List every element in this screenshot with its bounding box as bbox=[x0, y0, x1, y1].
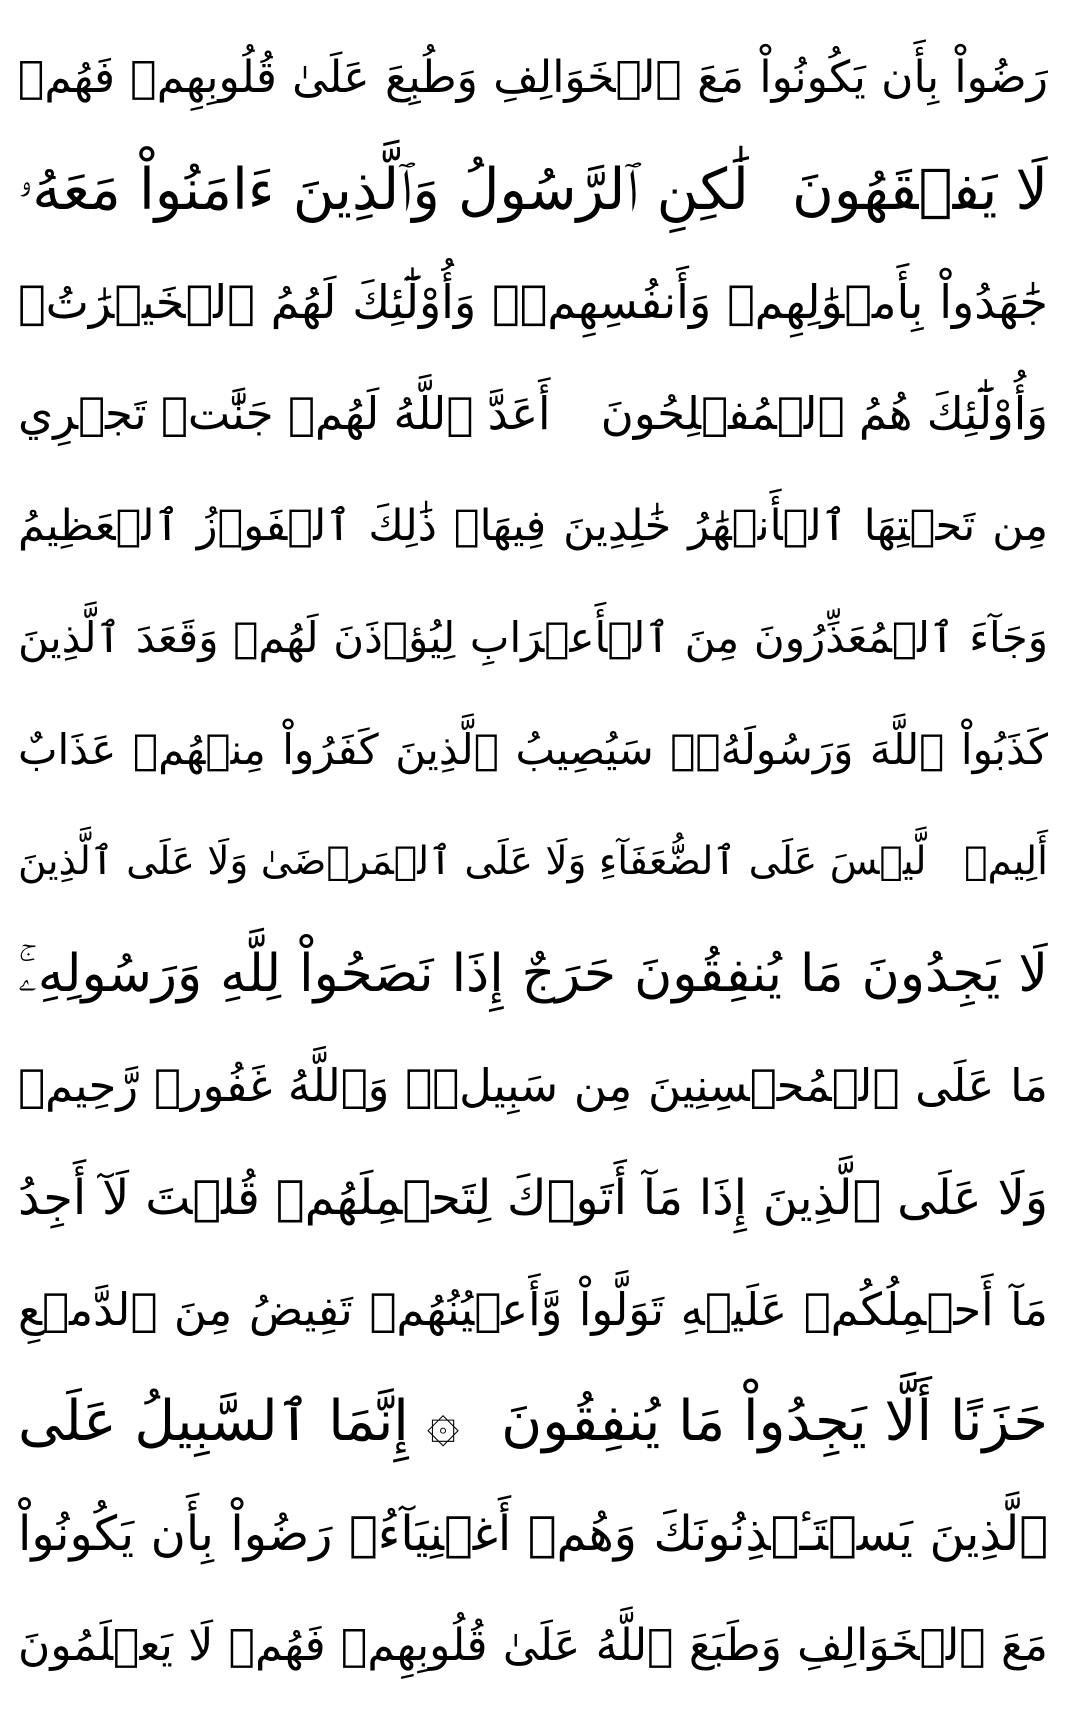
text-line-4 bbox=[18, 350, 1048, 462]
text-line-2 bbox=[18, 126, 1048, 238]
line-8-segment-1: أَلِيمٞ bbox=[964, 839, 1048, 884]
line-7-text: كَذَبُواْ ٱللَّهَ وَرَسُولَهُۥۚ سَيُصِيبُ ٱلَّذِينَ كَفَرُواْ مِنۡهُمۡ عَذَابٌ bbox=[18, 725, 1048, 774]
line-13-segment-1: حَزَنًا أَلَّا يَجِدُواْ مَا يُنفِقُونَ bbox=[501, 1389, 1048, 1454]
line-9-text: لَا يَجِدُونَ مَا يُنفِقُونَ حَرَجٌ إِذَا نَصَحُواْ لِلَّهِ وَرَسُولِهِۦۚ bbox=[18, 944, 1048, 1004]
line-10-text: مَا عَلَى ٱلۡمُحۡسِنِينَ مِن سَبِيلٖۚ وَٱللَّهُ غَفُورٞ رَّحِيمٞ bbox=[18, 1059, 1048, 1112]
line-13-segment-2: ۞ إِنَّمَا ٱلسَّبِيلُ عَلَى bbox=[18, 1389, 460, 1454]
text-line-15 bbox=[18, 1582, 1048, 1694]
text-line-12 bbox=[18, 1246, 1048, 1358]
line-4-segment-2: أَعَدَّ ٱللَّهُ لَهُمۡ جَنَّٰتٖ تَجۡرِي bbox=[18, 387, 551, 440]
text-line-14 bbox=[18, 1470, 1048, 1582]
text-line-10 bbox=[18, 1022, 1048, 1134]
line-3-text: جَٰهَدُواْ بِأَمۡوَٰلِهِمۡ وَأَنفُسِهِمۡۚ وَأُوْلَٰٓئِكَ لَهُمُ ٱلۡخَيۡرَٰتُۖ bbox=[18, 275, 1048, 329]
line-2-segment-1: لَا يَفۡقَهُونَ bbox=[792, 157, 1048, 223]
text-line-8 bbox=[18, 798, 1048, 910]
text-line-13 bbox=[18, 1358, 1048, 1470]
text-line-3 bbox=[18, 238, 1048, 350]
text-line-5 bbox=[18, 462, 1048, 574]
line-1-text: رَضُواْ بِأَن يَكُونُواْ مَعَ ٱلۡخَوَالِفِ وَطُبِعَ عَلَىٰ قُلُوبِهِمۡ فَهُمۡ bbox=[18, 52, 1048, 103]
line-12-text: مَآ أَحۡمِلُكُمۡ عَلَيۡهِ تَوَلَّواْ وَّأَعۡيُنُهُمۡ تَفِيضُ مِنَ ٱلدَّمۡعِ bbox=[18, 1283, 1048, 1336]
text-line-11 bbox=[18, 1134, 1048, 1246]
line-15-text: مَعَ ٱلۡخَوَالِفِ وَطَبَعَ ٱللَّهُ عَلَىٰ قُلُوبِهِمۡ فَهُمۡ لَا يَعۡلَمُونَ bbox=[18, 1620, 1048, 1671]
line-5-text: مِن تَحۡتِهَا ٱلۡأَنۡهَٰرُ خَٰلِدِينَ فِيهَاۚ ذَٰلِكَ ٱلۡفَوۡزُ ٱلۡعَظِيمُ bbox=[18, 501, 1048, 551]
line-6-text: وَجَآءَ ٱلۡمُعَذِّرُونَ مِنَ ٱلۡأَعۡرَابِ لِيُؤۡذَنَ لَهُمۡ وَقَعَدَ ٱلَّذِينَ bbox=[18, 613, 1048, 662]
line-2-segment-2: لَٰكِنِ ٱلرَّسُولُ وَٱلَّذِينَ ءَامَنُواْ مَعَهُۥ bbox=[18, 157, 749, 223]
text-line-1 bbox=[18, 14, 1048, 126]
text-line-7 bbox=[18, 686, 1048, 798]
line-14-text: ٱلَّذِينَ يَسۡتَـٔۡذِنُونَكَ وَهُمۡ أَغۡنِيَآءُۚ رَضُواْ بِأَن يَكُونُواْ bbox=[18, 1506, 1048, 1562]
line-8-segment-2: لَّيۡسَ عَلَى ٱلضُّعَفَآءِ وَلَا عَلَى ٱلۡمَرۡضَىٰ وَلَا عَلَى ٱلَّذِينَ bbox=[18, 839, 927, 884]
text-line-9 bbox=[18, 910, 1048, 1022]
line-11-text: وَلَا عَلَى ٱلَّذِينَ إِذَا مَآ أَتَوۡكَ لِتَحۡمِلَهُمۡ قُلۡتَ لَآ أَجِدُ bbox=[18, 1170, 1048, 1226]
line-4-segment-1: وَأُوْلَٰٓئِكَ هُمُ ٱلۡمُفۡلِحُونَ bbox=[600, 387, 1048, 440]
text-line-6 bbox=[18, 574, 1048, 686]
mushaf-page bbox=[18, 14, 1048, 1700]
